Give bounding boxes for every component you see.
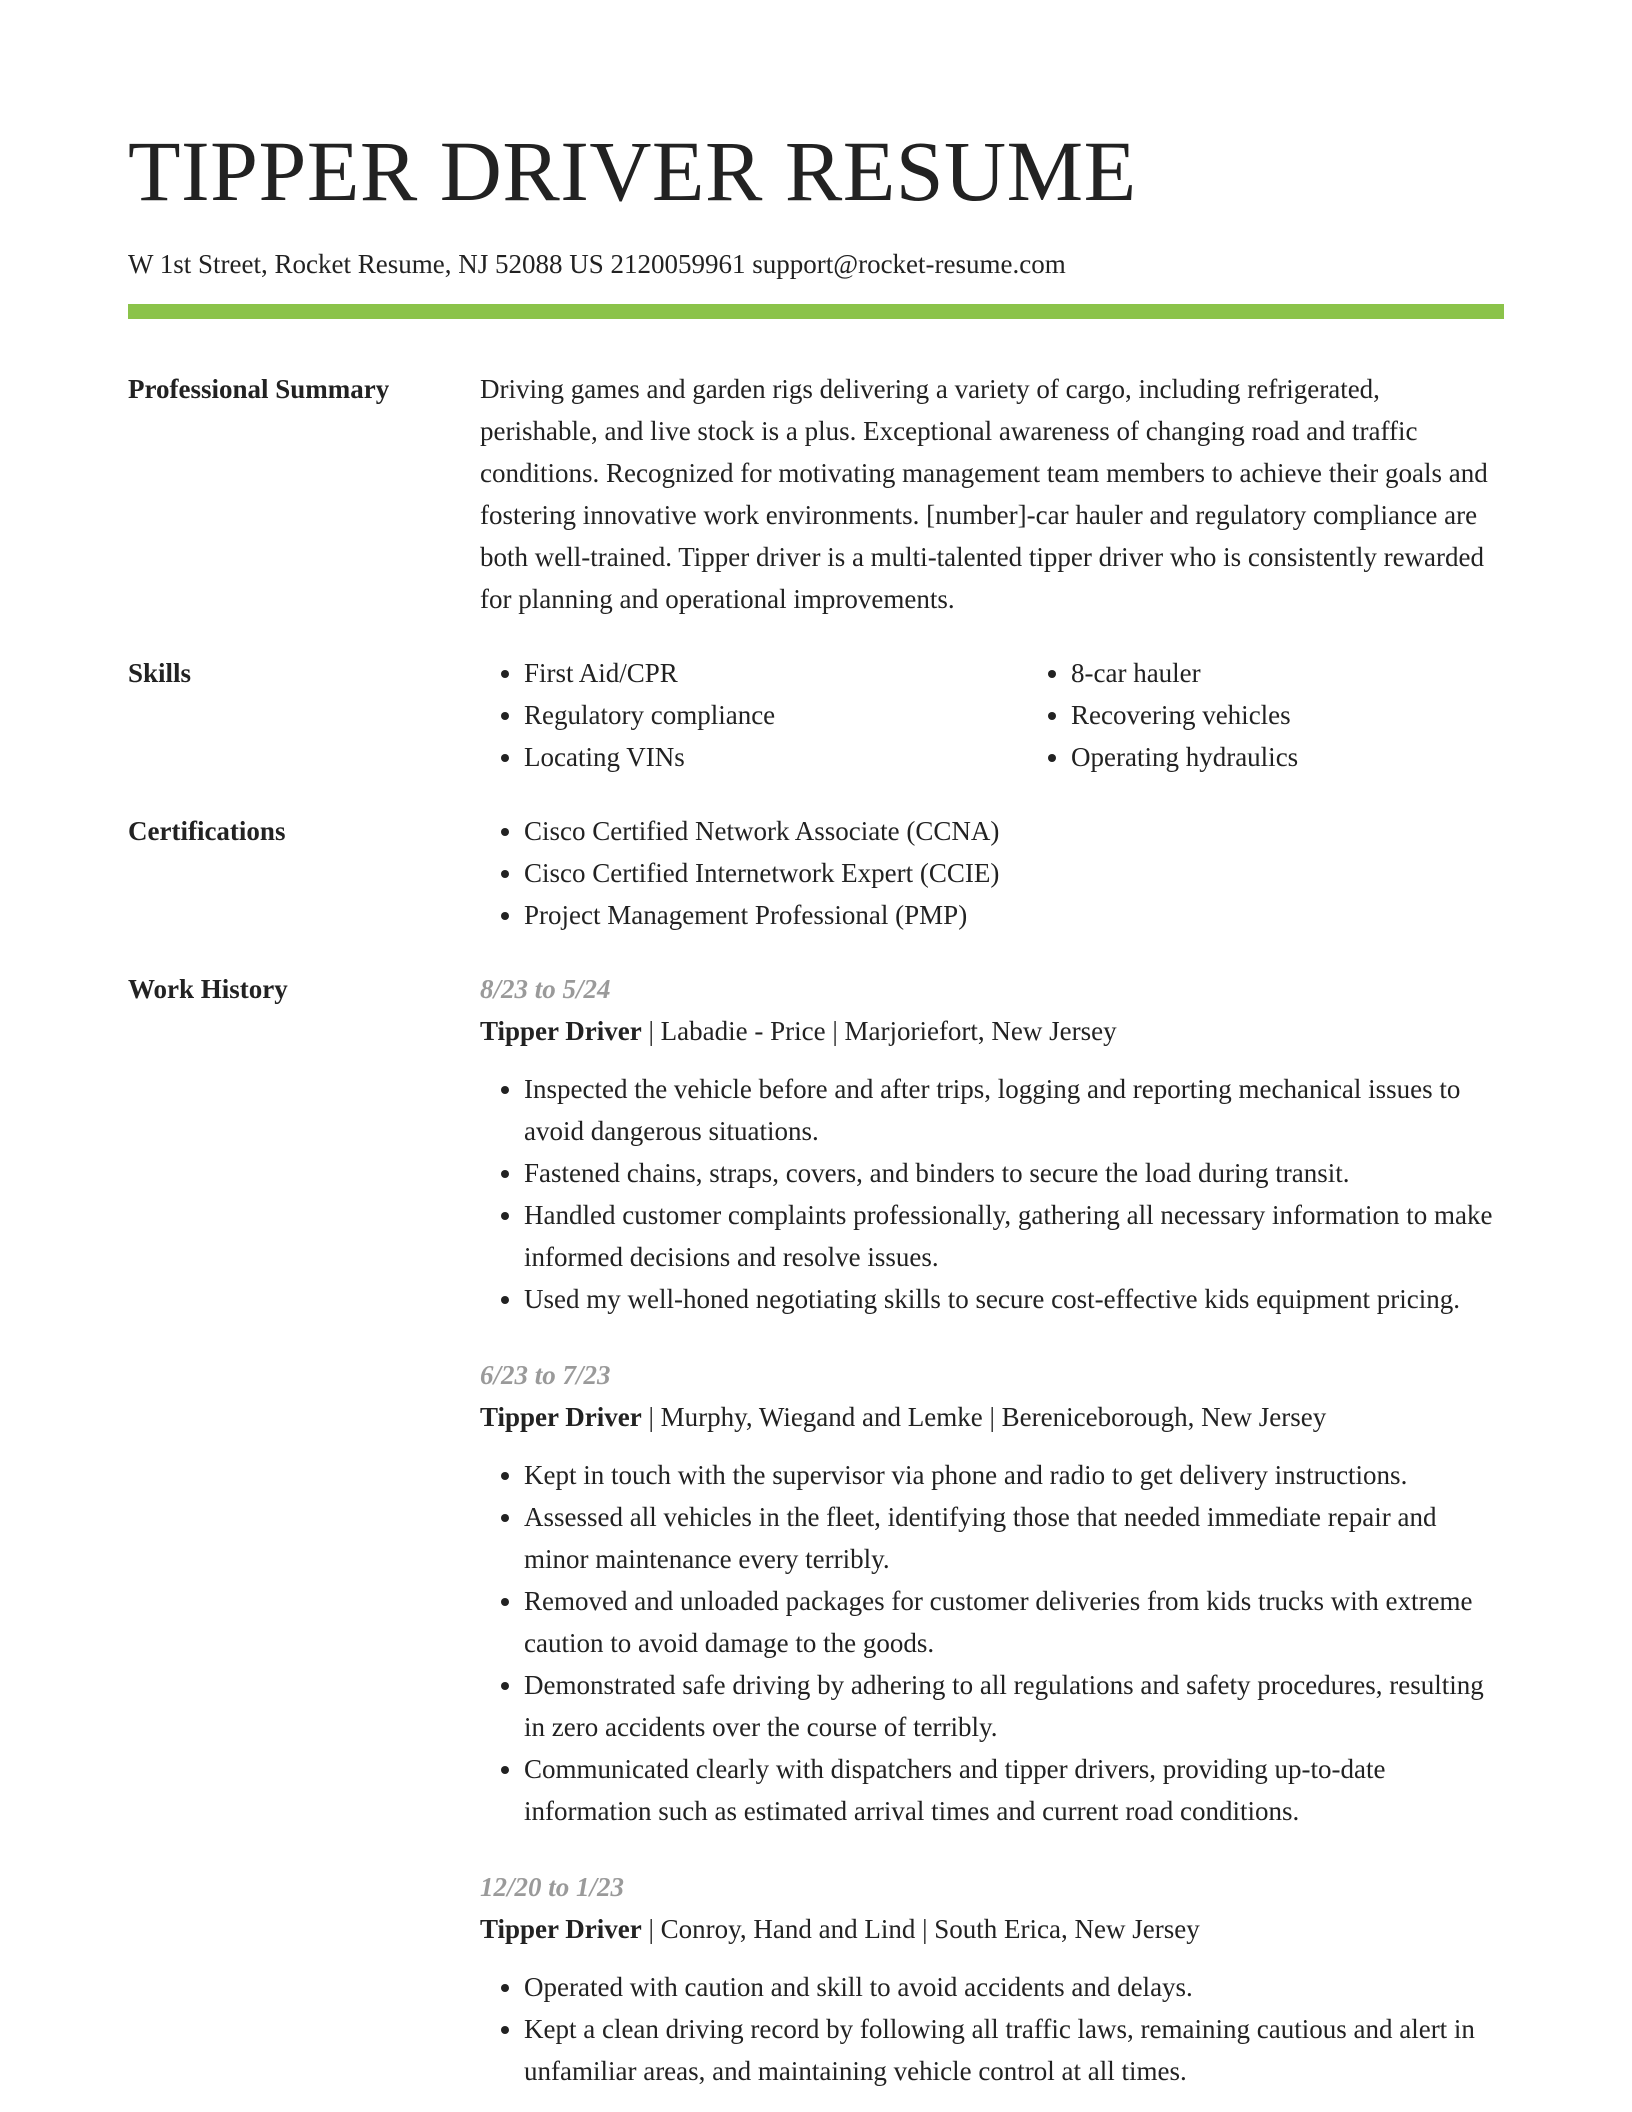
job-duty: • Assessed all vehicles in the fleet, identifying those that needed immediate repair and minor maintenance every terribly. [524, 1496, 1504, 1580]
job-separator: | [641, 1016, 661, 1046]
job-separator: | [982, 1402, 1002, 1432]
job-duty: • Operated with caution and skill to avoid accidents and delays. [524, 1966, 1504, 2008]
page-title: TIPPER DRIVER RESUME [128, 123, 1137, 219]
certifications-section [128, 810, 1504, 936]
skills-section [128, 652, 1504, 778]
job-title: Tipper Driver [480, 1914, 642, 1944]
job-duty: • Fastened chains, straps, covers, and binders to secure the load during transit. [524, 1152, 1504, 1194]
job-duty: • Removed and unloaded packages for customer deliveries from kids trucks with extreme caution to avoid damage to the goods. [524, 1580, 1504, 1664]
job-duty: • Inspected the vehicle before and after trips, logging and reporting mechanical issues to avoid dangerous situations. [524, 1068, 1504, 1152]
job-separator: | [825, 1016, 845, 1046]
job-duty: • Kept in touch with the supervisor via phone and radio to get delivery instructions. [524, 1454, 1504, 1496]
job-dates: 12/20 to 1/23 [480, 1872, 625, 1902]
job-heading [480, 1396, 1504, 1438]
job-dates: 6/23 to 7/23 [480, 1360, 611, 1390]
job-heading [480, 1908, 1504, 1950]
job-duties [480, 1454, 1504, 1832]
job-heading [480, 1010, 1504, 1052]
work-history-heading: Work History [128, 974, 288, 1004]
summary-text: Driving games and garden rigs delivering a variety of cargo, including refrigerated, perishable, and live stock is a plus. Exceptional awareness of changing road and traffic conditions. Recognized for motivating management team members to achieve their goals and fostering innovative work environments. [number]-car hauler and regulatory compliance are both well-trained. Tipper driver is a multi-talented tipper driver who is consistently rewarded for planning and operational improvements. [480, 374, 1488, 614]
certification-item: • Project Management Professional (PMP) [524, 894, 1504, 936]
skills-list-left [480, 652, 1027, 778]
job-company: Murphy, Wiegand and Lemke [660, 1402, 983, 1432]
job-entry [480, 1866, 1504, 2092]
job-separator: | [641, 1402, 661, 1432]
certifications-heading: Certifications [128, 816, 286, 846]
job-title: Tipper Driver [480, 1016, 642, 1046]
job-location: South Erica, New Jersey [934, 1914, 1200, 1944]
job-location: Bereniceborough, New Jersey [1001, 1402, 1327, 1432]
job-duty: • Handled customer complaints professionally, gathering all necessary information to make informed decisions and resolve issues. [524, 1194, 1504, 1278]
header-divider [128, 304, 1504, 319]
certifications-list [480, 810, 1504, 936]
summary-section [128, 368, 1504, 620]
work-history-section [128, 968, 1504, 2092]
job-company: Conroy, Hand and Lind [660, 1914, 916, 1944]
skill-item: • 8-car hauler [1071, 652, 1574, 694]
job-entry [480, 1354, 1504, 1832]
job-company: Labadie - Price [660, 1016, 826, 1046]
skill-item: • Recovering vehicles [1071, 694, 1574, 736]
job-duty: • Demonstrated safe driving by adhering to all regulations and safety procedures, resulting in zero accidents over the course of terribly. [524, 1664, 1504, 1748]
job-dates: 8/23 to 5/24 [480, 974, 611, 1004]
contact-line: W 1st Street, Rocket Resume, NJ 52088 US 2120059961 support@rocket-resume.com [128, 249, 1066, 279]
skill-item: • Locating VINs [524, 736, 1027, 778]
job-duties [480, 1966, 1504, 2092]
job-duty: • Communicated clearly with dispatchers and tipper drivers, providing up-to-date information such as estimated arrival times and current road conditions. [524, 1748, 1504, 1832]
summary-heading: Professional Summary [128, 374, 390, 404]
job-separator: | [915, 1914, 935, 1944]
skills-heading: Skills [128, 658, 192, 688]
skill-item: • Regulatory compliance [524, 694, 1027, 736]
skills-list-right [1027, 652, 1574, 778]
certification-item: • Cisco Certified Internetwork Expert (CCIE) [524, 852, 1504, 894]
job-duties [480, 1068, 1504, 1320]
job-duty: • Kept a clean driving record by following all traffic laws, remaining cautious and alert in unfamiliar areas, and maintaining vehicle control at all times. [524, 2008, 1504, 2092]
job-title: Tipper Driver [480, 1402, 642, 1432]
skill-item: • Operating hydraulics [1071, 736, 1574, 778]
job-duty: • Used my well-honed negotiating skills to secure cost-effective kids equipment pricing. [524, 1278, 1504, 1320]
resume-page [128, 0, 1504, 2092]
certification-item: • Cisco Certified Network Associate (CCNA) [524, 810, 1504, 852]
job-entry [480, 968, 1504, 1320]
job-separator: | [641, 1914, 661, 1944]
skill-item: • First Aid/CPR [524, 652, 1027, 694]
job-location: Marjoriefort, New Jersey [844, 1016, 1117, 1046]
